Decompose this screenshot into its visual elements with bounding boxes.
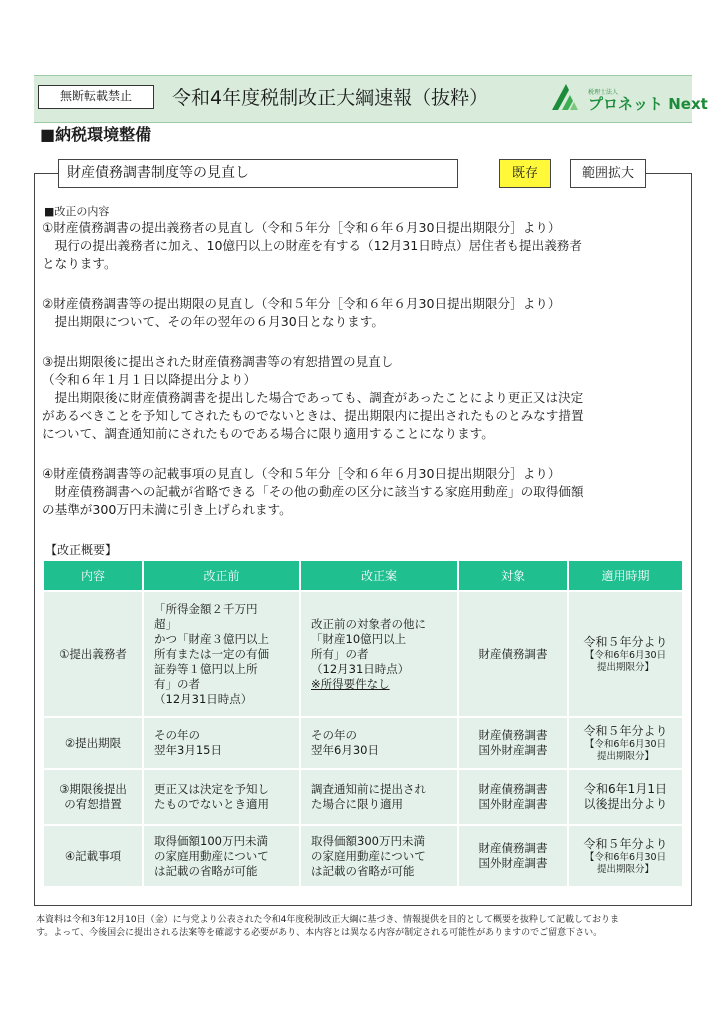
table-row (43, 825, 683, 887)
pronet-logo-icon (548, 80, 584, 114)
column-header: 対象 (458, 560, 568, 591)
cell-after (300, 591, 458, 717)
text-line: 国外財産調書 (478, 743, 548, 757)
text-line: 取得価額100万円未満 (154, 833, 268, 848)
column-header: 改正前 (143, 560, 300, 591)
cell-item: ①提出義務者 (43, 591, 143, 717)
timing-main: 令和５年分より (583, 634, 668, 649)
text-line: 改正前の対象者の他に (311, 616, 426, 631)
text-line: 「所得金額２千万円 (154, 601, 258, 616)
text-line: （12月31日時点） (311, 661, 410, 676)
text-line: の宥恕措置 (64, 797, 122, 811)
cell-before (143, 591, 300, 717)
cell-after (300, 825, 458, 887)
text-line: 国外財産調書 (478, 856, 548, 870)
text-line: 更正又は決定を予知し (154, 782, 269, 796)
summary-table (42, 559, 684, 888)
text-line: 「財産10億円以上 (311, 631, 407, 646)
table-row (43, 769, 683, 825)
logo-name: プロネット Next (588, 95, 708, 113)
text-line: の家庭用動産について (311, 848, 426, 863)
text-line: 有」の者 (154, 676, 200, 691)
text-line: （12月31日時点） (154, 691, 253, 706)
cell-item: ②提出期限 (43, 717, 143, 769)
cell-timing (568, 591, 683, 717)
text-line: 所有」の者 (311, 646, 369, 661)
disclaimer-footer (36, 914, 692, 940)
text-line: 財産債務調書 (478, 646, 548, 661)
cell-timing (568, 825, 683, 887)
column-header: 改正案 (300, 560, 458, 591)
text-line: 国外財産調書 (478, 797, 548, 811)
text-line: 令和6年1月1日 (584, 782, 667, 796)
timing-note: 【令和6年6月30日 (584, 738, 667, 750)
cell-target (458, 825, 568, 887)
item3-line1: 提出期限後に財産債務調書を提出した場合であっても、調査があったことにより更正又は決定 (42, 390, 584, 405)
table-row (43, 591, 683, 717)
text-line: 財産債務調書 (478, 782, 548, 796)
frame-border-top-left (34, 173, 60, 174)
body-heading: ■改正の内容 (44, 205, 110, 218)
item1-line1: 現行の提出義務者に加え、10億円以上の財産を有する（12月31日時点）居住者も提出義務者 (42, 238, 582, 253)
cell-item (43, 769, 143, 825)
item4-line1: 財産債務調書への記載が省略できる「その他の動産の区分に該当する家庭用動産」の取得価額 (42, 484, 584, 499)
column-header: 適用時期 (568, 560, 683, 591)
cell-after (300, 769, 458, 825)
disclaimer-line: す。よって、今後国会に提出される法案等を確認する必要があり、本内容とは異なる内容が制定される可能性がありますのでご留意下さい。 (36, 928, 603, 938)
frame-border-left (34, 173, 35, 906)
section-heading: ■納税環境整備 (40, 125, 152, 144)
cell-target (458, 591, 568, 717)
cell-timing (568, 717, 683, 769)
text-line: 以後提出分より (583, 797, 668, 811)
timing-main: 令和５年分より (583, 836, 668, 851)
item1-line2: となります。 (42, 256, 117, 271)
timing-note: 提出期限分】 (596, 661, 654, 673)
item3-line3: について、調査通知前にされたものである場合に限り適用することになります。 (42, 426, 494, 441)
column-header: 内容 (43, 560, 143, 591)
timing-note: 【令和6年6月30日 (584, 649, 667, 661)
no-reprint-label: 無断転載禁止 (38, 85, 154, 109)
timing-note: 【令和6年6月30日 (584, 851, 667, 863)
cell-target (458, 717, 568, 769)
text-line: 取得価額300万円未満 (311, 833, 425, 848)
cell-target (458, 769, 568, 825)
text-line: 所有または一定の有価 (154, 646, 269, 661)
item2-line1: 提出期限について、その年の翌年の６月30日となります。 (42, 314, 384, 329)
cell-item: ④記載事項 (43, 825, 143, 887)
item3-subtitle: （令和６年１月１日以降提出分より） (42, 372, 257, 387)
frame-border-top-right (646, 173, 692, 174)
item3-title: ③提出期限後に提出された財産債務調書等の宥恕措置の見直し (42, 354, 394, 369)
document-title: 令和4年度税制改正大綱速報（抜粋） (172, 87, 489, 109)
income-requirement-note: ※所得要件なし (311, 676, 390, 691)
badge-scope-expansion: 範囲拡大 (570, 159, 646, 188)
timing-main: 令和５年分より (583, 723, 668, 738)
text-line: ③期限後提出 (59, 782, 127, 796)
table-header-row (43, 560, 683, 591)
cell-before (143, 825, 300, 887)
text-line: 証券等１億円以上所 (154, 661, 258, 676)
cell-timing (568, 769, 683, 825)
text-line: かつ「財産３億円以上 (154, 631, 269, 646)
text-line: の家庭用動産について (154, 848, 269, 863)
item2-title: ②財産債務調書等の提出期限の見直し（令和５年分［令和６年６月30日提出期限分］より） (42, 296, 561, 311)
table-label: 【改正概要】 (45, 543, 118, 557)
timing-note: 提出期限分】 (596, 750, 654, 762)
company-logo (548, 78, 708, 118)
text-line: た場合に限り適用 (311, 797, 403, 811)
text-line: 調査通知前に提出され (311, 782, 426, 796)
cell-after (300, 717, 458, 769)
item4-line2: の基準が300万円未満に引き上げられます。 (42, 502, 292, 517)
badge-existing: 既存 (499, 159, 551, 188)
frame-border-bottom (34, 905, 692, 906)
text-line: は記載の省略が可能 (154, 863, 258, 878)
text-line: 財産債務調書 (478, 841, 548, 855)
item3-line2: があるべきことを予知してされたものでないときは、提出期限内に提出されたものとみなす措置 (42, 408, 584, 423)
text-line: たものでないとき適用 (154, 797, 269, 811)
text-line: その年の (154, 728, 200, 742)
item4-title: ④財産債務調書等の記載事項の見直し（令和５年分［令和６年６月30日提出期限分］より） (42, 466, 561, 481)
frame-border-right (691, 173, 692, 906)
disclaimer-line: 本資料は令和3年12月10日（金）に与党より公表された令和4年度税制改正大綱に基づき、情報提供を目的として概要を抜粋して記載しておりま (36, 915, 620, 925)
timing-note: 提出期限分】 (596, 863, 654, 875)
cell-before (143, 717, 300, 769)
text-line: その年の (311, 728, 357, 742)
cell-before (143, 769, 300, 825)
table-row (43, 717, 683, 769)
topic-title: 財産債務調書制度等の見直し (58, 159, 458, 188)
text-line: 財産債務調書 (478, 728, 548, 742)
text-line: 翌年6月30日 (311, 743, 379, 757)
item1-title: ①財産債務調書の提出義務者の見直し（令和５年分［令和６年６月30日提出期限分］より） (42, 220, 561, 235)
text-line: は記載の省略が可能 (311, 863, 415, 878)
logo-subtitle: 税理士法人 (588, 89, 619, 96)
text-line: 翌年3月15日 (154, 743, 222, 757)
text-line: 超」 (154, 616, 177, 631)
